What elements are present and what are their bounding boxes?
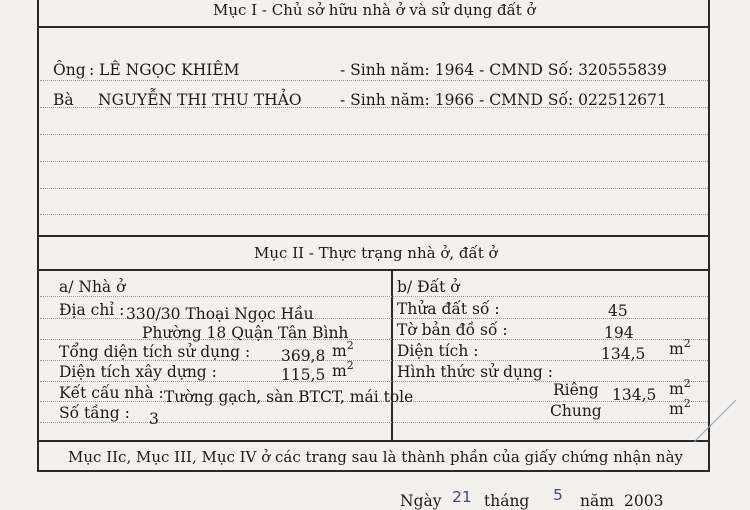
muc2-bottom-divider xyxy=(37,440,710,442)
dotted-line xyxy=(40,214,708,215)
dat-o-heading: b/ Đất ở xyxy=(397,278,460,296)
dien-tich-label: Diện tích : xyxy=(397,342,479,360)
hinh-thuc-label: Hình thức sử dụng : xyxy=(397,363,553,381)
so-tang-label: Số tầng : xyxy=(59,404,130,422)
dt-xay-dung-label: Diện tích xây dựng : xyxy=(59,363,217,381)
owner-1-name: : LÊ NGỌC KHIÊM xyxy=(89,61,240,79)
dotted-line xyxy=(40,296,708,297)
owner-2-prefix: Bà xyxy=(53,91,74,109)
muc1-title: Mục I - Chủ sở hữu nhà ở và sử dụng đất ở xyxy=(213,1,536,19)
date-ngay-label: Ngày xyxy=(400,492,442,510)
dotted-line xyxy=(40,161,708,162)
dia-chi-label: Địa chỉ : xyxy=(59,301,125,319)
date-nam-value: 2003 xyxy=(624,492,664,510)
dien-tich-unit: $m^2$ xyxy=(669,337,691,358)
date-thang-label: tháng xyxy=(484,492,530,510)
thua-label: Thửa đất số : xyxy=(397,300,500,318)
ket-cau-value: Tường gạch, sàn BTCT, mái tole xyxy=(164,388,414,406)
tong-dt-label: Tổng diện tích sử dụng : xyxy=(59,343,251,361)
owner-2-name: NGUYỄN THỊ THU THẢO xyxy=(98,91,302,109)
date-thang-value: 5 xyxy=(553,486,563,504)
owner-2-info: - Sinh năm: 1966 - CMND Số: 022512671 xyxy=(340,91,667,109)
owner-1-info: - Sinh năm: 1964 - CMND Số: 320555839 xyxy=(340,61,667,79)
dotted-line xyxy=(40,80,708,81)
dotted-line xyxy=(40,422,708,423)
rieng-unit: $m^2$ xyxy=(669,377,691,398)
footer-note: Mục IIc, Mục III, Mục IV ở các trang sau là thành phần của giấy chứng nhận này xyxy=(68,448,683,466)
pen-stroke-mark xyxy=(690,396,740,446)
chung-label: Chung xyxy=(550,402,602,420)
dia-chi-line2: Phường 18 Quận Tân Bình xyxy=(142,324,349,342)
dt-xay-dung-unit: $m^2$ xyxy=(332,359,354,380)
dt-xay-dung-value: 115,5 xyxy=(281,366,326,384)
so-tang-value: 3 xyxy=(149,410,159,428)
date-nam-label: năm xyxy=(580,492,614,510)
rieng-label: Riêng xyxy=(553,381,599,399)
thua-value: 45 xyxy=(608,302,628,320)
chung-unit: $m^2$ xyxy=(669,397,691,418)
to-ban-do-value: 194 xyxy=(604,324,634,342)
dotted-line xyxy=(40,381,708,382)
muc2-top-divider xyxy=(37,235,710,237)
muc2-title: Mục II - Thực trạng nhà ở, đất ở xyxy=(254,244,498,262)
dotted-line xyxy=(40,134,708,135)
tong-dt-value: 369,8 xyxy=(281,347,326,365)
owner-1-prefix: Ông xyxy=(53,61,86,79)
nha-o-heading: a/ Nhà ở xyxy=(59,278,126,296)
tong-dt-unit: $m^2$ xyxy=(332,339,354,360)
ket-cau-label: Kết cấu nhà : xyxy=(59,384,164,402)
muc2-divider xyxy=(37,269,710,271)
rieng-value: 134,5 xyxy=(612,386,657,404)
dotted-line xyxy=(40,188,708,189)
dien-tich-value: 134,5 xyxy=(601,345,646,363)
muc1-divider xyxy=(37,26,710,28)
to-ban-do-label: Tờ bản đồ số : xyxy=(397,321,508,339)
dia-chi-line1: 330/30 Thoại Ngọc Hầu xyxy=(126,305,314,323)
date-ngay-value: 21 xyxy=(452,488,472,506)
